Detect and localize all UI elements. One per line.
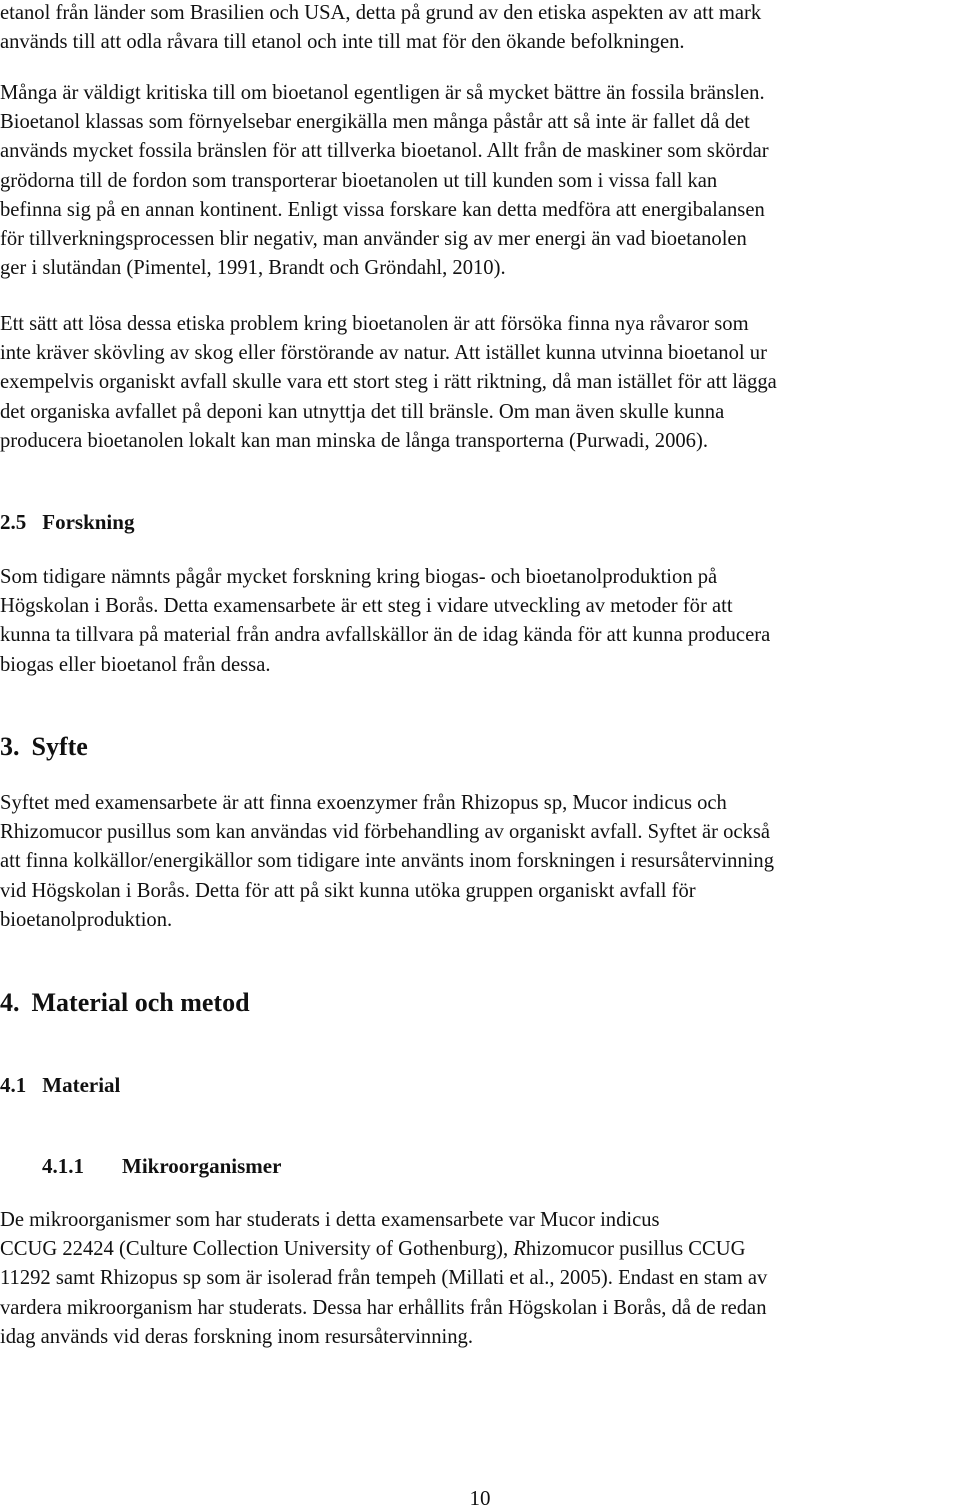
heading-4-1	[0, 1071, 120, 1099]
text-line: 11292 samt Rhizopus sp som är isolerad från tempeh (Millati et al., 2005). Endast en stam av	[0, 1267, 768, 1290]
text-line: Ett sätt att lösa dessa etiska problem kring bioetanolen är att försöka finna nya råvaror som	[0, 313, 749, 335]
text-line: befinna sig på en annan kontinent. Enligt vissa forskare kan detta medföra att energibalansen	[0, 198, 765, 221]
paragraph-ethanol-import	[0, 0, 960, 57]
heading-title: Forskning	[42, 510, 135, 534]
heading-number: 4.1	[0, 1073, 27, 1097]
text-line: exempelvis organiskt avfall skulle vara ett stort steg i rätt riktning, då man istället för att lägga	[0, 371, 777, 394]
heading-3	[0, 731, 88, 763]
text-line: Högskolan i Borås. Detta examensarbete är ett steg i vidare utveckling av metoder för att	[0, 595, 733, 618]
text-line: etanol från länder som Brasilien och USA, detta på grund av den etiska aspekten av att mark	[0, 2, 762, 24]
heading-number: 4.1.1	[42, 1154, 84, 1178]
text-line: Bioetanol klassas som förnyelsebar energikälla men många påstår att så inte är fallet då det	[0, 111, 750, 134]
heading-title: Syfte	[31, 732, 88, 761]
paragraph-bioethanol-criticism	[0, 79, 960, 283]
page-number: 10	[469, 1486, 491, 1510]
text-line: idag används vid deras forskning inom resursåtervinning.	[0, 1325, 473, 1348]
text-line: ger i slutändan (Pimentel, 1991, Brandt och Gröndahl, 2010).	[0, 257, 506, 280]
italic-letter: R	[513, 1238, 526, 1261]
text-line: för tillverkningsprocessen blir negativ, man använder sig av mer energi än vad bioetanolen	[0, 228, 747, 251]
text-line: Syftet med examensarbete är att finna exoenzymer från Rhizopus sp, Mucor indicus och	[0, 792, 727, 814]
text-line: Som tidigare nämnts pågår mycket forskning kring biogas- och bioetanolproduktion på	[0, 566, 718, 588]
text-line: Rhizomucor pusillus som kan användas vid förbehandling av organiskt avfall. Syftet är också	[0, 821, 771, 844]
heading-number: 4.	[0, 988, 20, 1017]
paragraph-purpose	[0, 789, 960, 935]
text-line: inte kräver skövling av skog eller förstörande av natur. Att istället kunna utvinna bioetanol ur	[0, 342, 767, 365]
heading-title: Mikroorganismer	[122, 1154, 282, 1178]
heading-4-1-1	[42, 1152, 281, 1180]
paragraph-ethical-solution	[0, 310, 960, 456]
text-line: De mikroorganismer som har studerats i detta examensarbete var Mucor indicus	[0, 1209, 660, 1231]
text-line: att finna kolkällor/energikällor som tidigare inte använts inom forskningen i resursåtervinning	[0, 850, 774, 873]
text-line: kunna ta tillvara på material från andra avfallskällor än de idag kända för att kunna producera	[0, 624, 771, 647]
text-segment: CCUG 22424 (Culture Collection University of Gothenburg),	[0, 1238, 514, 1261]
heading-2-5	[0, 508, 134, 536]
text-line: det organiska avfallet på deponi kan utnyttja det till bränsle. Om man även skulle kunna	[0, 400, 725, 423]
text-line	[0, 1235, 960, 1264]
text-line: bioetanolproduktion.	[0, 908, 173, 931]
text-line: vardera mikroorganism har studerats. Dessa har erhållits från Högskolan i Borås, då de redan	[0, 1296, 767, 1319]
text-line: Många är väldigt kritiska till om bioetanol egentligen är så mycket bättre än fossila bränslen.	[0, 82, 765, 104]
text-segment: hizomucor pusillus CCUG	[525, 1238, 746, 1261]
paragraph-microorganisms	[0, 1206, 960, 1352]
text-line: grödorna till de fordon som transporterar bioetanolen ut till kunden som i vissa fall kan	[0, 169, 718, 192]
heading-title: Material och metod	[31, 988, 250, 1017]
paragraph-research	[0, 563, 960, 680]
heading-title: Material	[42, 1073, 121, 1097]
text-line: vid Högskolan i Borås. Detta för att på sikt kunna utöka gruppen organiskt avfall för	[0, 879, 696, 902]
text-line: biogas eller bioetanol från dessa.	[0, 653, 271, 676]
heading-4	[0, 987, 250, 1019]
heading-number: 3.	[0, 732, 20, 761]
text-line: producera bioetanolen lokalt kan man minska de långa transporterna (Purwadi, 2006).	[0, 429, 708, 452]
text-line: används mycket fossila bränslen för att tillverka bioetanol. Allt från de maskiner som skördar	[0, 140, 769, 163]
heading-number: 2.5	[0, 510, 27, 534]
text-line: används till att odla råvara till etanol och inte till mat för den ökande befolkningen.	[0, 31, 685, 54]
